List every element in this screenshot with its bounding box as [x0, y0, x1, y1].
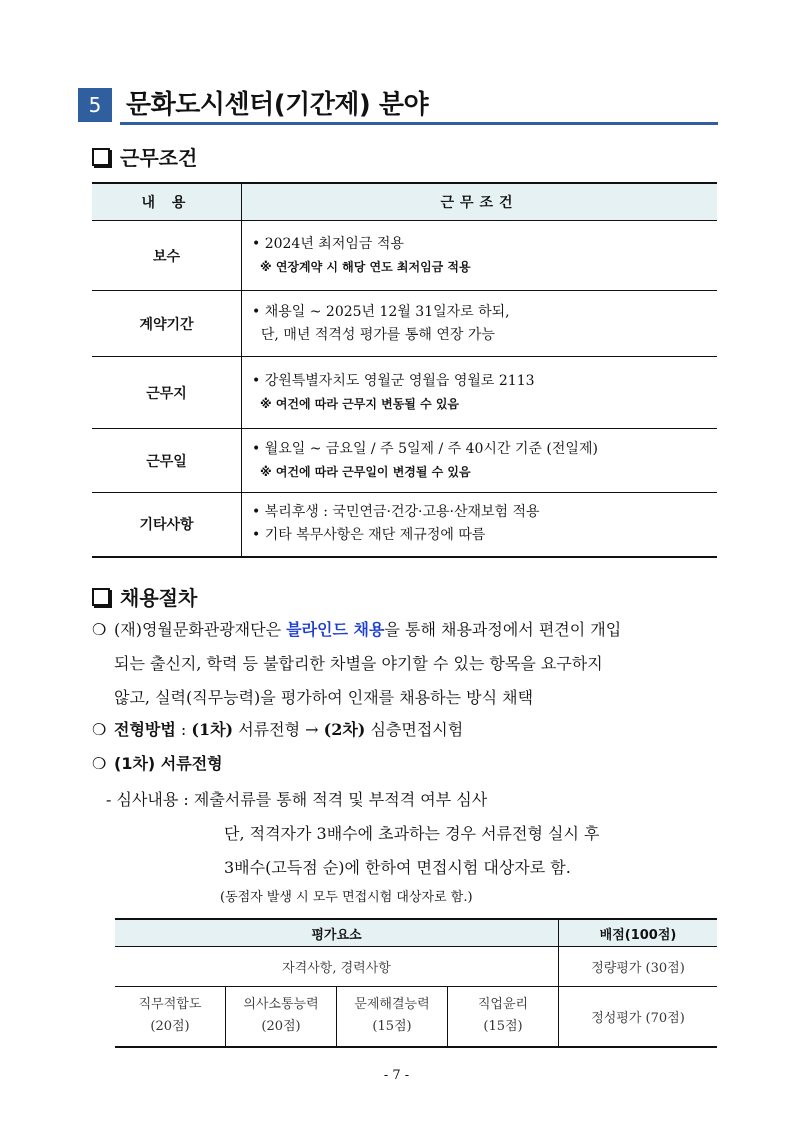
paragraph-line [92, 613, 732, 647]
procedure-heading-text: 채용절차 [120, 586, 198, 610]
work-conditions-heading-text: 근무조건 [120, 146, 198, 170]
score-item-points: (20점) [261, 1019, 301, 1035]
row-note: ※ 여건에 따라 근무지 변동될 수 있음 [260, 397, 460, 411]
row-line: • 월요일 ~ 금요일 / 주 5일제 / 주 40시간 기준 (전일제) [252, 441, 598, 457]
table-row [115, 947, 717, 987]
section-title: 문화도시센터(기간제) 분야 [126, 90, 429, 120]
selection-method-line [92, 713, 732, 747]
row-label: 보수 [92, 221, 242, 291]
blind-hiring-highlight: 블라인드 채용 [286, 620, 385, 639]
paragraph-line: 않고, 실력(직무능력)을 평가하여 인재를 채용하는 방식 채택 [114, 688, 534, 707]
quantitative-points: 정량평가 (30점) [559, 947, 718, 987]
table-row [92, 493, 717, 557]
text-span: : [175, 720, 192, 739]
text-span: 을 통해 채용과정에서 편견이 개입 [384, 620, 622, 639]
document-screening-line [92, 747, 732, 781]
table-header-content: 내 용 [92, 183, 242, 221]
row-note: ※ 여건에 따라 근무일이 변경될 수 있음 [260, 465, 471, 479]
procedure-heading [92, 582, 197, 611]
score-item-name: 문제해결능력 [354, 997, 430, 1013]
circle-bullet-icon: ❍ [92, 620, 107, 639]
checkbox-square-icon [92, 148, 110, 166]
paragraph-line [106, 783, 746, 817]
text-span: 서류전형 → [233, 720, 324, 739]
row-line: • 2024년 최저임금 적용 [252, 236, 404, 252]
text-span: (재)영월문화관광재단은 [114, 620, 287, 639]
row-label: 근무일 [92, 429, 242, 493]
row-content [242, 291, 718, 357]
paragraph-line: 되는 출신지, 학력 등 불합리한 차별을 야기할 수 있는 항목을 요구하지 [114, 654, 603, 673]
score-table [115, 918, 717, 1048]
score-item-name: 의사소통능력 [243, 997, 319, 1013]
work-conditions-heading [92, 142, 197, 171]
circle-bullet-icon: ❍ [92, 720, 107, 739]
score-item-name: 직업윤리 [477, 997, 529, 1013]
paragraph-line: (동점자 발생 시 모두 면접시험 대상자로 함.) [220, 890, 473, 905]
quantitative-items: 자격사항, 경력사항 [115, 947, 559, 987]
table-header-row [92, 183, 717, 221]
section-underline [120, 122, 718, 125]
table-header-row [115, 919, 717, 947]
score-item [115, 987, 226, 1047]
checkbox-square-icon [92, 588, 110, 606]
row-content [242, 493, 718, 557]
text-span: 제출서류를 통해 적격 및 부적격 여부 심사 [193, 790, 488, 809]
row-label: 기타사항 [92, 493, 242, 557]
score-item-points: (15점) [483, 1019, 523, 1035]
qualitative-points: 정성평가 (70점) [559, 987, 718, 1047]
selection-method-label: 전형방법 [114, 720, 176, 739]
row-content [242, 357, 718, 429]
evaluation-header: 평가요소 [115, 919, 559, 947]
row-line: • 기타 복무사항은 재단 제규정에 따름 [252, 527, 486, 544]
stage-1-label: (1차) [191, 720, 234, 739]
table-header-conditions: 근무조건 [242, 183, 718, 221]
section-number: 5 [78, 88, 112, 122]
row-line: 단, 매년 적격성 평가를 통해 연장 가능 [252, 326, 495, 343]
row-note: ※ 연장계약 시 해당 연도 최저임금 적용 [260, 260, 471, 274]
score-item [226, 987, 337, 1047]
score-item-points: (20점) [150, 1019, 190, 1035]
score-item-points: (15점) [372, 1019, 412, 1035]
score-item [448, 987, 559, 1047]
score-item-name: 직무적합도 [138, 997, 202, 1013]
table-row [92, 221, 717, 291]
circle-bullet-icon: ❍ [92, 754, 107, 773]
row-label: 근무지 [92, 357, 242, 429]
table-row [92, 291, 717, 357]
paragraph-line: 3배수(고득점 순)에 한하여 면접시험 대상자로 함. [224, 858, 571, 877]
review-content [106, 783, 746, 911]
points-header: 배점(100점) [559, 919, 718, 947]
table-row [115, 987, 717, 1047]
page-number: - 7 - [383, 1068, 410, 1083]
blind-hiring-paragraph [92, 613, 732, 715]
table-row [92, 429, 717, 493]
row-label: 계약기간 [92, 291, 242, 357]
row-line: • 채용일 ~ 2025년 12월 31일자로 하되, [252, 303, 510, 320]
row-content [242, 221, 718, 291]
section-header [78, 88, 718, 124]
score-item [337, 987, 448, 1047]
row-content [242, 429, 718, 493]
row-line: • 복리후생 : 국민연금·건강·고용·산재보험 적용 [252, 504, 540, 521]
work-conditions-table [92, 182, 717, 558]
text-span: 심층면접시험 [365, 720, 464, 739]
paragraph-line: 단, 적격자가 3배수에 초과하는 경우 서류전형 실시 후 [224, 824, 600, 843]
table-row [92, 357, 717, 429]
stage-2-label: (2차) [323, 720, 366, 739]
document-screening-label: (1차) 서류전형 [114, 754, 223, 773]
row-line: • 강원특별자치도 영월군 영월읍 영월로 2113 [252, 373, 535, 389]
review-label: - 심사내용 : [106, 790, 194, 809]
